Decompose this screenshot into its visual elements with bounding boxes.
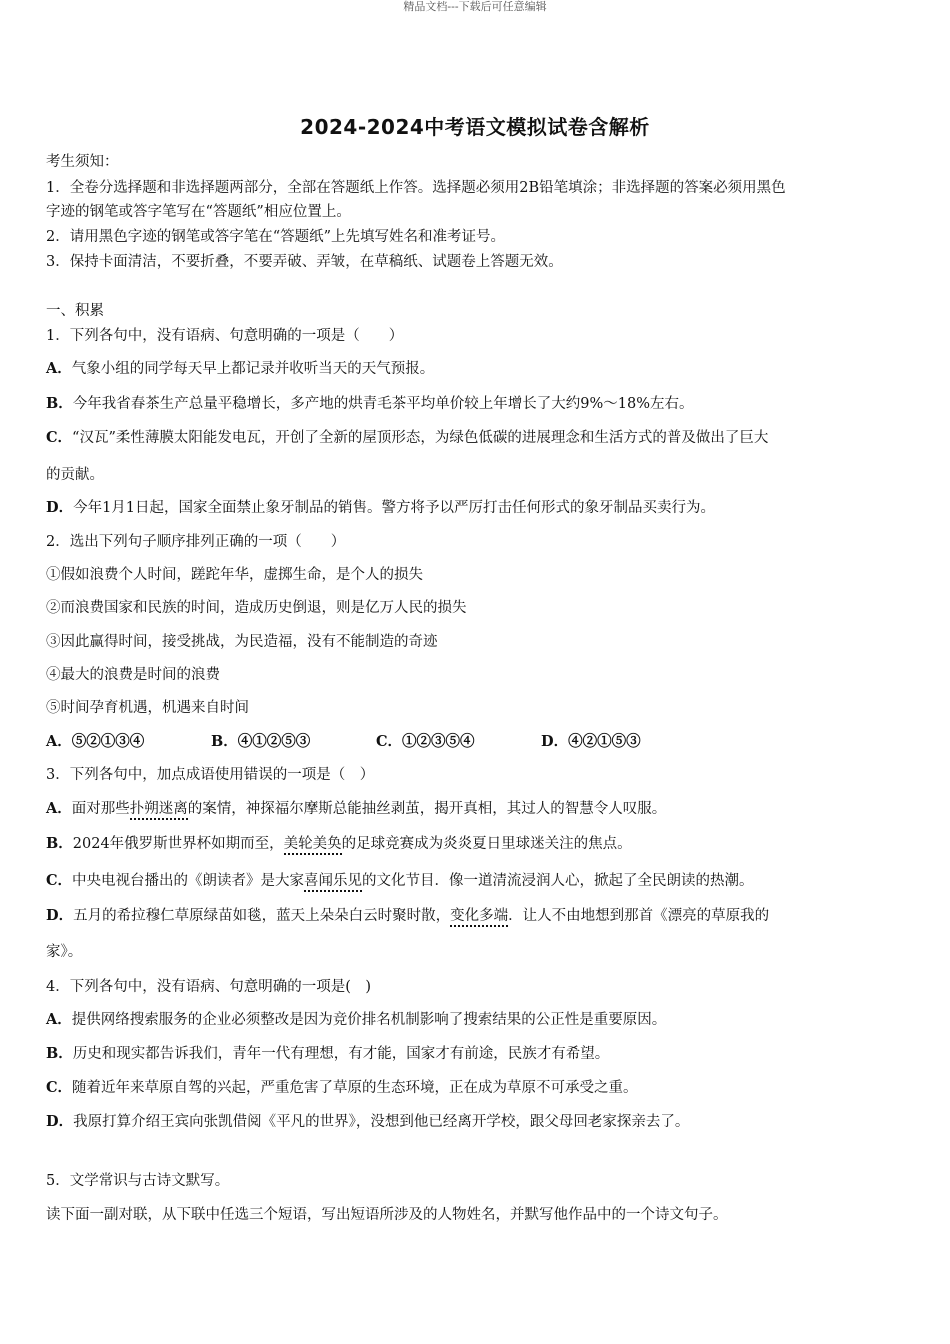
option-text: 2024年俄罗斯世界杯如期而至， bbox=[72, 836, 284, 852]
question-3-stem: 3．下列各句中，加点成语使用错误的一项是（ ） bbox=[46, 767, 375, 783]
option-text: 我原打算介绍王宾向张凯借阅《平凡的世界》，没想到他已经离开学校，跟父母回老家探亲去了。 bbox=[73, 1114, 690, 1130]
question-1-option-c-cont: 的贡献。 bbox=[46, 467, 104, 483]
option-text: 今年我省春茶生产总量平稳增长，多产地的烘青毛茶平均单价较上年增长了大约9%～18%左右。 bbox=[72, 396, 694, 412]
question-4-option-d bbox=[46, 1112, 906, 1132]
option-label: B． bbox=[46, 1045, 73, 1062]
question-2-sentence-4: ④最大的浪费是时间的浪费 bbox=[46, 667, 220, 683]
question-5-text: 读下面一副对联，从下联中任选三个短语，写出短语所涉及的人物姓名，并默写他作品中的一个诗文句子。 bbox=[46, 1207, 728, 1223]
question-2-option-d: D．④②①⑤③ bbox=[541, 733, 641, 750]
option-label: C． bbox=[46, 429, 73, 446]
option-text: 面对那些 bbox=[71, 801, 130, 817]
dotted-idiom: 变化多端 bbox=[450, 908, 508, 927]
option-label: D． bbox=[46, 1113, 74, 1130]
question-3-option-c bbox=[46, 871, 906, 891]
option-label: C． bbox=[46, 872, 73, 889]
question-2-sentence-2: ②而浪费国家和民族的时间，造成历史倒退，则是亿万人民的损失 bbox=[46, 600, 467, 616]
option-text: ．让人不由地想到那首《漂亮的草原我的 bbox=[508, 908, 770, 924]
question-1-option-b bbox=[46, 394, 906, 414]
option-text: 今年1月1日起，国家全面禁止象牙制品的销售。警方将予以严厉打击任何形式的象牙制品买卖行为。 bbox=[73, 500, 716, 516]
option-label: B． bbox=[46, 395, 73, 412]
question-5-stem: 5．文学常识与古诗文默写。 bbox=[46, 1173, 230, 1189]
option-text: 的文化节目．像一道清流浸润人心，掀起了全民朗读的热潮。 bbox=[362, 873, 754, 889]
option-label: A． bbox=[46, 800, 72, 817]
option-text: “汉瓦”柔性薄膜太阳能发电瓦，开创了全新的屋顶形态，为绿色低碳的进展理念和生活方式的普及做出了巨大 bbox=[72, 430, 769, 446]
header-watermark: 精品文档---下载后可任意编辑 bbox=[403, 0, 547, 13]
notice-heading: 考生须知： bbox=[46, 154, 119, 170]
option-text: 气象小组的同学每天早上都记录并收听当天的天气预报。 bbox=[71, 361, 435, 377]
question-2-stem: 2．选出下列句子顺序排列正确的一项（ ） bbox=[46, 534, 346, 550]
dotted-idiom: 扑朔迷离 bbox=[130, 801, 188, 820]
question-1-option-c bbox=[46, 428, 906, 448]
notice-item-1a: 1．全卷分选择题和非选择题两部分，全部在答题纸上作答。选择题必须用2B铅笔填涂；非选择题的答案必须用黑色 bbox=[46, 180, 786, 196]
question-3-option-b bbox=[46, 834, 906, 854]
notice-item-3: 3．保持卡面清洁，不要折叠，不要弄破、弄皱，在草稿纸、试题卷上答题无效。 bbox=[46, 254, 563, 270]
question-1-option-a bbox=[46, 359, 906, 379]
dotted-idiom: 喜闻乐见 bbox=[304, 873, 362, 892]
notice-item-1b: 字迹的钢笔或答字笔写在“答题纸”相应位置上。 bbox=[46, 204, 351, 220]
question-4-stem: 4．下列各句中，没有语病、句意明确的一项是( ) bbox=[46, 979, 372, 995]
option-text: 随着近年来草原自驾的兴起，严重危害了草原的生态环境，正在成为草原不可承受之重。 bbox=[72, 1080, 638, 1096]
option-text: 五月的希拉穆仁草原绿苗如毯，蓝天上朵朵白云时聚时散， bbox=[73, 908, 451, 924]
section-heading: 一、积累 bbox=[46, 303, 104, 319]
option-text: 历史和现实都告诉我们，青年一代有理想，有才能，国家才有前途，民族才有希望。 bbox=[72, 1046, 610, 1062]
question-3-option-a bbox=[46, 799, 906, 819]
option-text: 的案情，神探福尔摩斯总能抽丝剥茧，揭开真相，其过人的智慧令人叹服。 bbox=[187, 801, 667, 817]
question-1-stem: 1．下列各句中，没有语病、句意明确的一项是（ ） bbox=[46, 328, 404, 344]
question-2-options bbox=[46, 732, 906, 752]
option-label: D． bbox=[46, 907, 74, 924]
dotted-idiom: 美轮美奂 bbox=[284, 836, 342, 855]
question-2-sentence-1: ①假如浪费个人时间，蹉跎年华，虚掷生命，是个人的损失 bbox=[46, 567, 423, 583]
question-4-option-a bbox=[46, 1010, 906, 1030]
option-label: B． bbox=[46, 835, 73, 852]
option-label: A． bbox=[46, 1011, 72, 1028]
notice-item-2: 2．请用黑色字迹的钢笔或答字笔在“答题纸”上先填写姓名和准考证号。 bbox=[46, 229, 506, 245]
question-2-sentence-3: ③因此赢得时间，接受挑战，为民造福，没有不能制造的奇迹 bbox=[46, 634, 438, 650]
option-label: D． bbox=[46, 499, 74, 516]
question-4-option-b bbox=[46, 1044, 906, 1064]
page-title: 2024-2024中考语文模拟试卷含解析 bbox=[300, 115, 650, 139]
option-text: 提供网络搜索服务的企业必须整改是因为竞价排名机制影响了搜索结果的公正性是重要原因。 bbox=[71, 1012, 667, 1028]
option-label: A． bbox=[46, 360, 72, 377]
option-text: 的足球竞赛成为炎炎夏日里球迷关注的焦点。 bbox=[341, 836, 632, 852]
question-4-option-c bbox=[46, 1078, 906, 1098]
question-2-option-c: C．①②③⑤④ bbox=[376, 733, 475, 750]
question-2-option-b: B．④①②⑤③ bbox=[211, 733, 311, 750]
question-2-sentence-5: ⑤时间孕育机遇，机遇来自时间 bbox=[46, 700, 249, 716]
question-1-option-d bbox=[46, 498, 906, 518]
question-2-option-a: A．⑤②①③④ bbox=[46, 733, 145, 750]
question-3-option-d bbox=[46, 906, 906, 926]
option-text: 中央电视台播出的《朗读者》是大家 bbox=[72, 873, 305, 889]
option-label: C． bbox=[46, 1079, 73, 1096]
question-3-option-d-cont: 家》。 bbox=[46, 944, 83, 960]
